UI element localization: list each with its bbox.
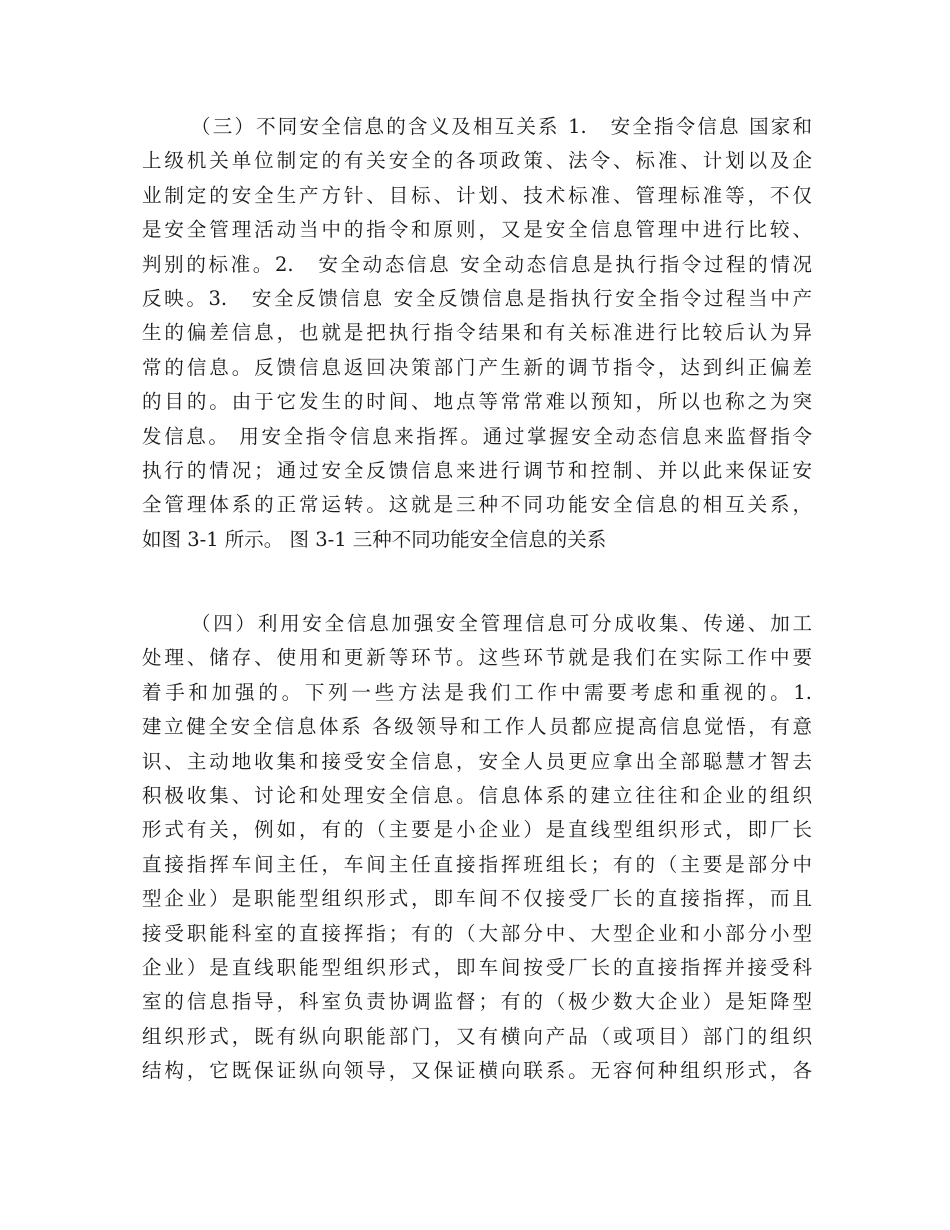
- paragraph-3: [142, 110, 812, 557]
- text-line: 结构，它既保证纵向领导，又保证横向联系。无容何种组织形式，各: [142, 1059, 812, 1083]
- text-line: 执行的情况；通过安全反馈信息来进行调节和控制、并以此来保证安: [142, 458, 812, 482]
- text-line: 全管理体系的正常运转。这就是三种不同功能安全信息的相互关系，: [142, 493, 812, 517]
- text-line: 的目的。由于它发生的时间、地点等常常难以预知，所以也称之为突: [142, 390, 812, 414]
- text-line: 积极收集、讨论和处理安全信息。信息体系的建立往往和企业的组织: [142, 783, 812, 807]
- text-line: 反映。3. 安全反馈信息 安全反馈信息是指执行安全指令过程当中产: [142, 286, 812, 310]
- text-line: 常的信息。反馈信息返回决策部门产生新的调节指令，达到纠正偏差: [142, 355, 812, 379]
- text-line: 识、主动地收集和接受安全信息，安全人员更应拿出全部聪慧才智去: [142, 749, 812, 773]
- text-line: 如图 3-1 所示。 图 3-1 三种不同功能安全信息的关系: [142, 527, 607, 551]
- text-line: 判别的标准。2. 安全动态信息 安全动态信息是执行指令过程的情况: [142, 252, 812, 276]
- text-line: 组织形式，既有纵向职能部门，又有横向产品（或项目）部门的组织: [142, 1024, 812, 1048]
- paragraph-4: [142, 607, 812, 1088]
- text-line: 室的信息指导，科室负责协调监督；有的（极少数大企业）是矩降型: [142, 990, 812, 1014]
- text-line: 直接指挥车间主任，车间主任直接指挥班组长；有的（主要是部分中: [142, 852, 812, 876]
- text-line: 型企业）是职能型组织形式，即车间不仅接受厂长的直接指挥，而且: [142, 887, 812, 911]
- text-line: 发信息。 用安全指令信息来指挥。通过掌握安全动态信息来监督指令: [142, 424, 812, 448]
- text-line: 业制定的安全生产方针、目标、计划、技术标准、管理标准等，不仅: [142, 183, 812, 207]
- text-line: 接受职能科室的直接挥指；有的（大部分中、大型企业和小部分小型: [142, 921, 812, 945]
- text-line: 形式有关，例如，有的（主要是小企业）是直线型组织形式，即厂长: [142, 818, 812, 842]
- text-line: （三）不同安全信息的含义及相互关系 1. 安全指令信息 国家和: [191, 115, 812, 138]
- text-line: 上级机关单位制定的有关安全的各项政策、法令、标准、计划以及企: [142, 149, 812, 173]
- text-line: 生的偏差信息，也就是把执行指令结果和有关标准进行比较后认为异: [142, 321, 812, 345]
- text-line: 处理、储存、使用和更新等环节。这些环节就是我们在实际工作中要: [142, 646, 812, 670]
- text-line: 企业）是直线职能型组织形式，即车间按受厂长的直接指挥并接受科: [142, 955, 812, 979]
- text-line: 着手和加强的。下列一些方法是我们工作中需要考虑和重视的。1.: [142, 680, 812, 704]
- text-line: 建立健全安全信息体系 各级领导和工作人员都应提高信息觉悟，有意: [142, 715, 812, 739]
- text-line: 是安全管理活动当中的指令和原则，又是安全信息管理中进行比较、: [142, 218, 812, 242]
- text-line: （四）利用安全信息加强安全管理信息可分成收集、传递、加工: [191, 612, 812, 635]
